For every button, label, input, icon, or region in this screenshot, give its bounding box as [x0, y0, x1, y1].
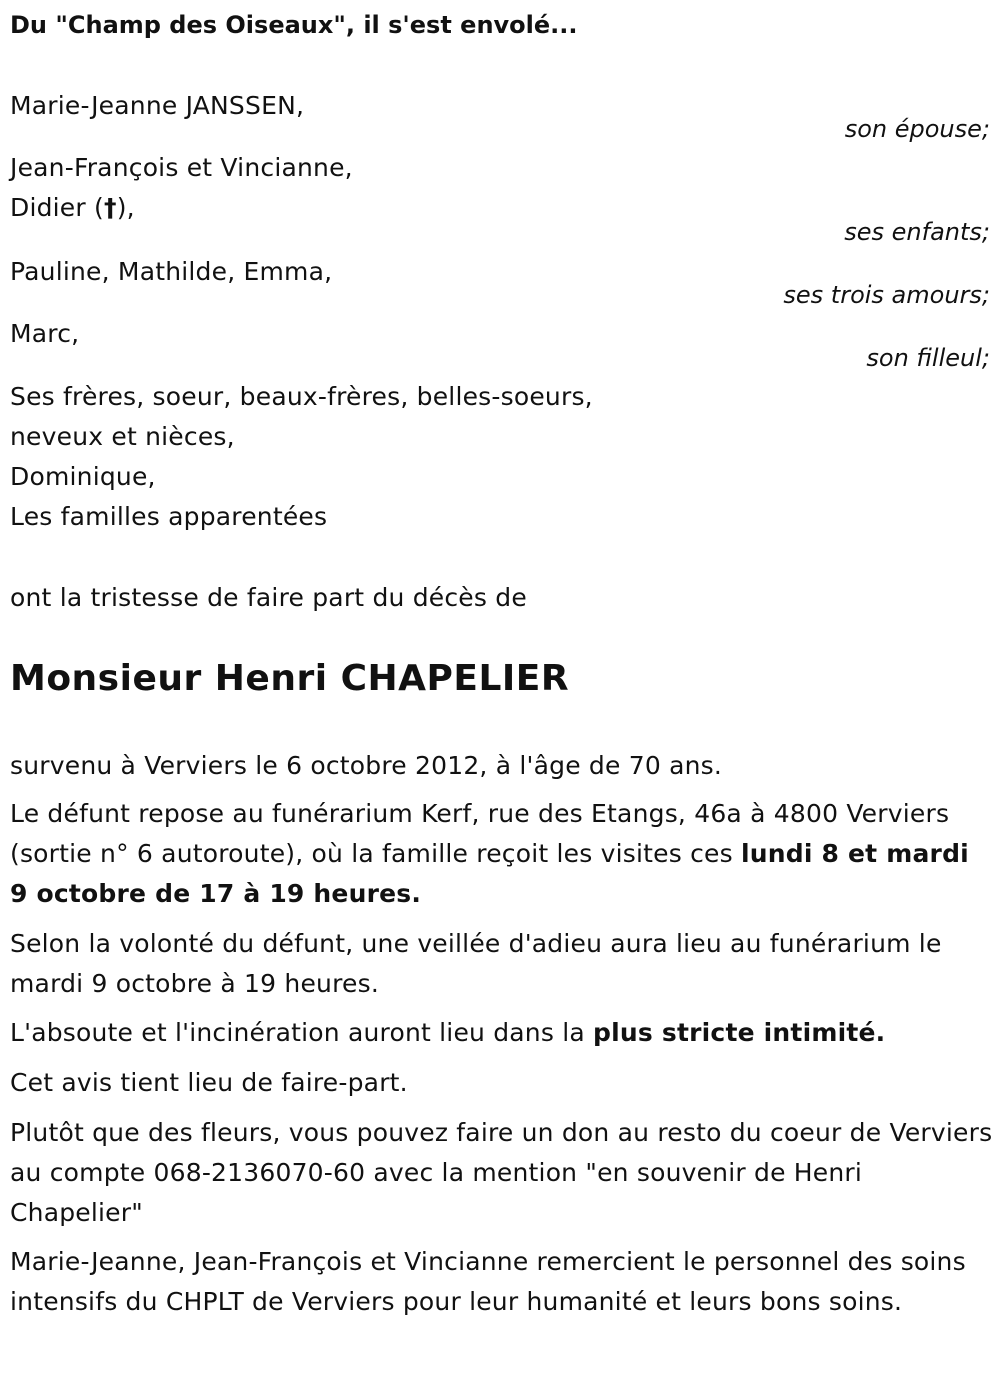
visiting-text: Le défunt repose au funérarium Kerf, rue des Etangs, 46a à 4800 Verviers (sortie n° 6 autoroute), où la famille reçoit les visites ces — [10, 799, 950, 868]
visiting-hours: lundi 8 et mardi 9 octobre de 17 à 19 heures. — [10, 839, 969, 908]
godson-role: son filleul; — [866, 344, 990, 372]
paragraph-wake: Selon la volonté du défunt, une veillée d'adieu aura lieu au funérarium le mardi 9 octobre à 19 heures. — [10, 929, 942, 998]
children-role: ses enfants; — [844, 218, 990, 246]
paragraph-absolution — [10, 1013, 995, 1053]
relatives-line-2: neveux et nièces, — [10, 422, 235, 451]
children-line-2 — [10, 188, 135, 228]
relatives-line-1: Ses frères, soeur, beaux-frères, belles-soeurs, — [10, 382, 593, 411]
paragraph-death-info: survenu à Verviers le 6 octobre 2012, à l'âge de 70 ans. — [10, 751, 723, 780]
relatives-line-4: Les familles apparentées — [10, 502, 328, 531]
deceased-name: Monsieur Henri CHAPELIER — [10, 658, 570, 699]
header-quote: Du "Champ des Oiseaux", il s'est envolé... — [10, 11, 578, 39]
spouse-name: Marie-Jeanne JANSSEN, — [10, 91, 305, 120]
godson-name: Marc, — [10, 319, 80, 348]
paragraph-visiting — [10, 794, 995, 914]
relatives-line-3: Dominique, — [10, 462, 156, 491]
spouse-role: son épouse; — [844, 115, 990, 143]
cross-icon: † — [103, 193, 117, 222]
children-line-1: Jean-François et Vincianne, — [10, 153, 353, 182]
child-line-end: ), — [116, 193, 135, 222]
grandchildren-names: Pauline, Mathilde, Emma, — [10, 257, 333, 286]
absolution-text: L'absoute et l'incinération auront lieu dans la — [10, 1018, 594, 1047]
absolution-bold: plus stricte intimité. — [593, 1018, 886, 1047]
child-name-didier: Didier ( — [10, 193, 104, 222]
paragraph-donation: Plutôt que des fleurs, vous pouvez faire un don au resto du coeur de Verviers au compte 068-2136070-60 avec la mention "en souvenir de Henri Chapelier" — [10, 1118, 993, 1227]
paragraph-thanks: Marie-Jeanne, Jean-François et Vincianne remercient le personnel des soins intensifs du CHPLT de Verviers pour leur humanité et leurs bons soins. — [10, 1247, 966, 1316]
announcement-text: ont la tristesse de faire part du décès de — [10, 583, 527, 612]
grandchildren-role: ses trois amours; — [783, 281, 990, 309]
paragraph-notice: Cet avis tient lieu de faire-part. — [10, 1068, 408, 1097]
